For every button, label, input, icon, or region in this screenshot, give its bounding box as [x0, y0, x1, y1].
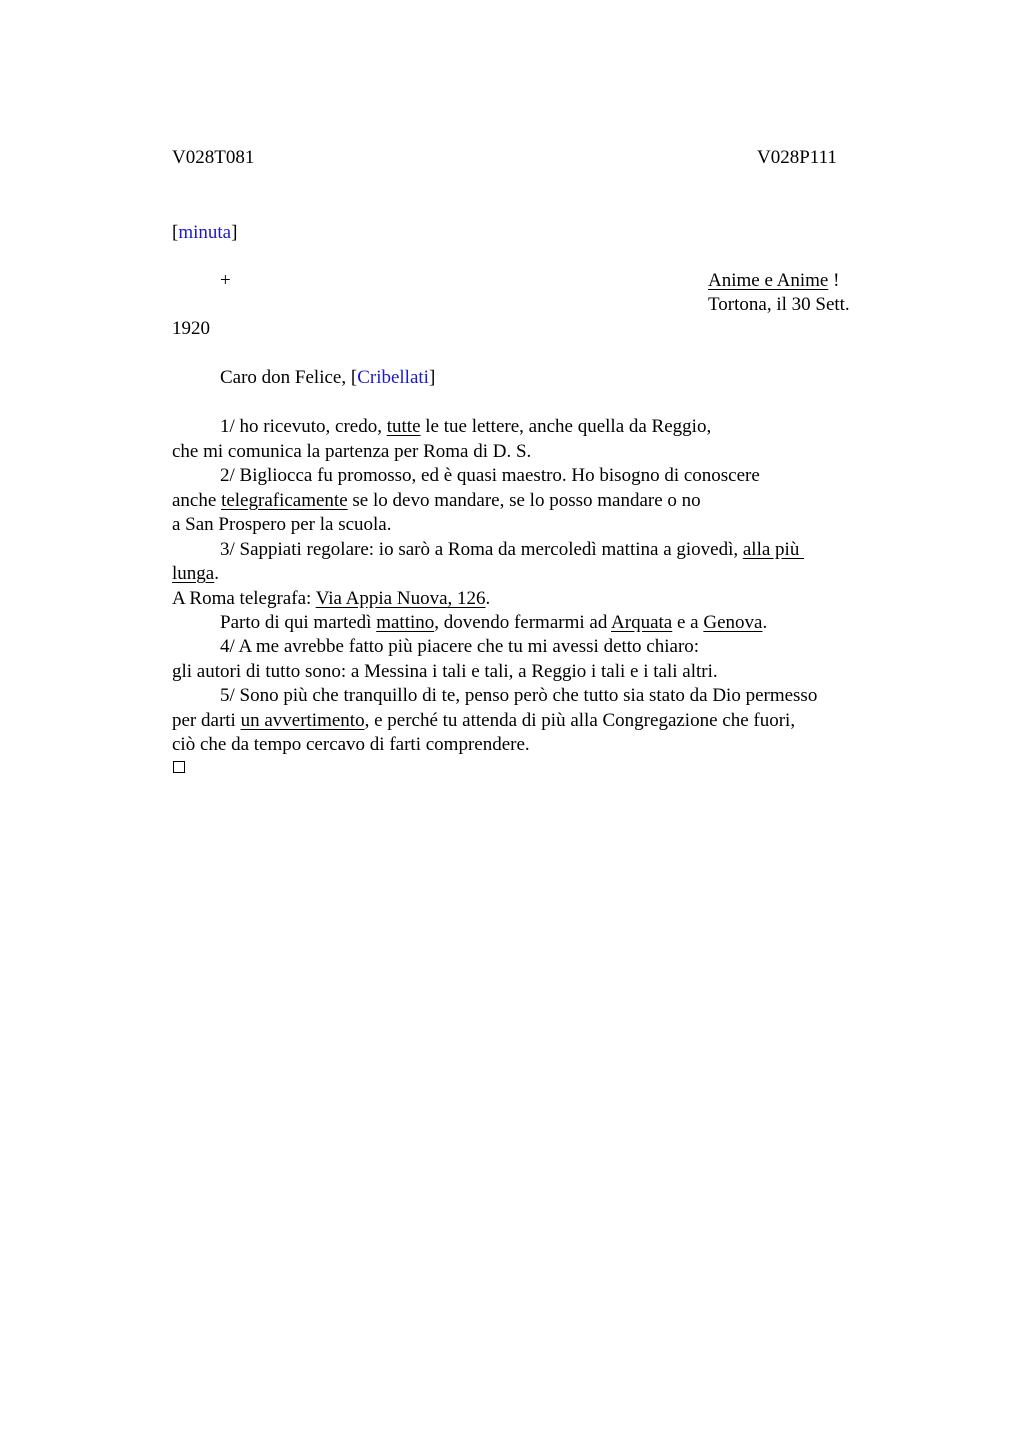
text-run: . [762, 612, 768, 633]
salutation [220, 366, 435, 390]
text-run: le tue lettere, anche quella da Reggio, [420, 416, 712, 437]
body-line-7 [172, 562, 219, 586]
date-year: 1920 [172, 318, 210, 339]
underlined-text: alla più [742, 539, 805, 560]
underlined-text: Genova [703, 612, 763, 633]
bracket-open: [ [350, 367, 358, 388]
text-run: per darti [172, 710, 241, 731]
recipient-name: Cribellati [357, 367, 429, 388]
body-line-3: 2/ Bigliocca fu promosso, ed è quasi maestro. Ho bisogno di conoscere [220, 465, 760, 486]
text-run: Parto di qui martedì [220, 612, 377, 633]
body-line-1 [220, 415, 711, 439]
body-line-6 [220, 538, 804, 562]
body-line-4 [172, 489, 701, 513]
salutation-text: Caro don Felice, [220, 367, 351, 388]
draft-label: minuta [178, 222, 232, 243]
text-run: 3/ Sappiati regolare: io sarò a Roma da mercoledì mattina a giovedì, [220, 539, 743, 560]
body-line-13 [172, 709, 795, 733]
cross-mark: + [220, 270, 231, 291]
body-line-8 [172, 587, 490, 611]
body-line-10: 4/ A me avrebbe fatto più piacere che tu mi avessi detto chiaro: [220, 636, 700, 657]
place-date: Tortona, il 30 Sett. [708, 294, 850, 315]
body-line-9 [220, 611, 767, 635]
underlined-text: lunga [172, 563, 215, 584]
text-run: , dovendo fermarmi ad [434, 612, 612, 633]
draft-note [172, 221, 237, 245]
motto [708, 269, 839, 293]
body-line-14: ciò che da tempo cercavo di farti comprendere. [172, 734, 530, 755]
bracket-close: ] [428, 367, 436, 388]
underlined-text: un avvertimento [240, 710, 365, 731]
motto-exclamation: ! [828, 270, 840, 291]
bracket-close: ] [231, 222, 238, 243]
text-run: se lo devo mandare, se lo posso mandare o no [347, 490, 701, 511]
bracket-open: [ [172, 222, 179, 243]
text-run: , e perché tu attenda di più alla Congregazione che fuori, [364, 710, 796, 731]
underlined-text: Via Appia Nuova, 126 [315, 588, 486, 609]
document-code-right: V028P111 [757, 147, 837, 168]
body-line-11: gli autori di tutto sono: a Messina i tali e tali, a Reggio i tali e i tali altri. [172, 661, 718, 682]
body-line-2: che mi comunica la partenza per Roma di D. S. [172, 441, 532, 462]
document-code-left: V028T081 [172, 147, 255, 168]
text-run: anche [172, 490, 222, 511]
underlined-text: mattino [376, 612, 435, 633]
text-run: . [485, 588, 491, 609]
text-run: A Roma telegrafa: [172, 588, 316, 609]
underlined-text: tutte [386, 416, 421, 437]
body-line-12: 5/ Sono più che tranquillo di te, penso però che tutto sia stato da Dio permesso [220, 685, 818, 706]
motto-text: Anime e Anime [708, 270, 829, 291]
underlined-text: telegraficamente [221, 490, 348, 511]
text-run: e a [672, 612, 704, 633]
text-run: 1/ ho ricevuto, credo, [220, 416, 387, 437]
underlined-text: Arquata [611, 612, 673, 633]
body-line-5: a San Prospero per la scuola. [172, 514, 392, 535]
text-run: . [214, 563, 219, 584]
end-of-text-box-icon [173, 761, 185, 773]
